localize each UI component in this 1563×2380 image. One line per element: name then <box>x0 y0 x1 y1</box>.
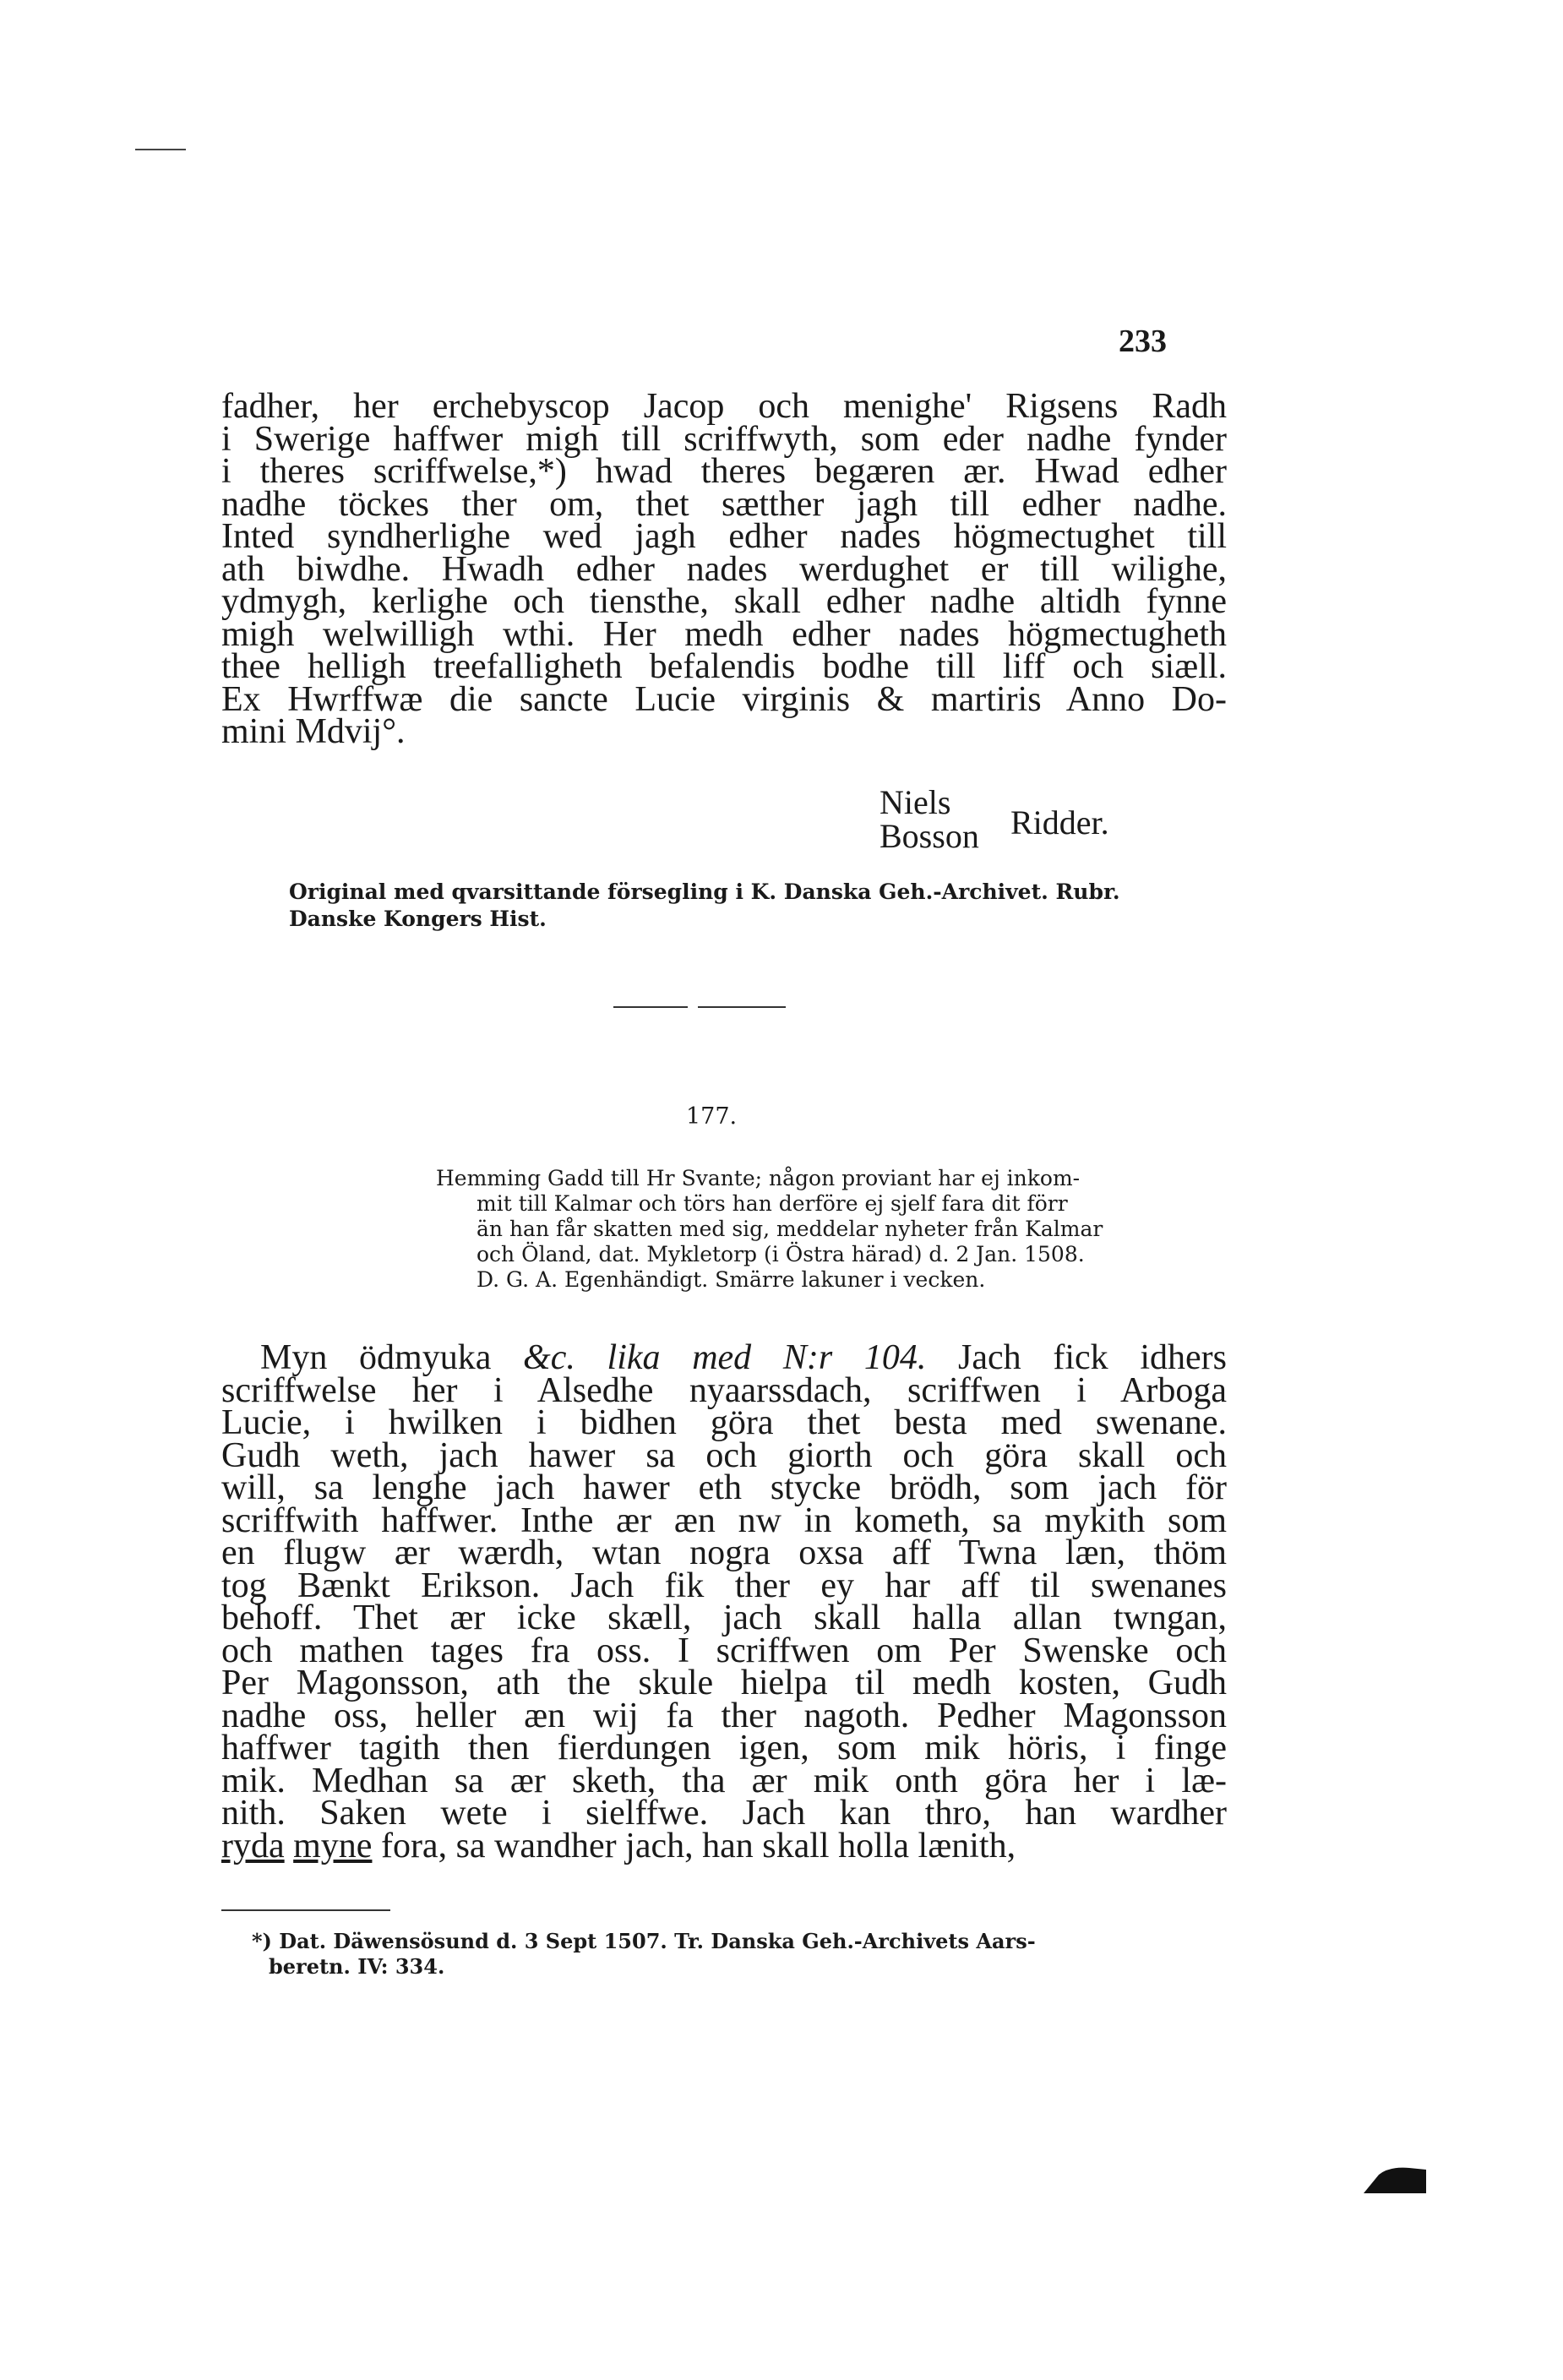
text-segment: Myn ödmyuka <box>260 1338 524 1377</box>
text-line: nadhe töckes ther om, thet sætther jagh till edher nadhe. <box>221 484 1227 524</box>
text-line: tog Bænkt Erikson. Jach fik ther ey har aff til swenanes <box>221 1566 1227 1605</box>
text-line: scriffwelse her i Alsedhe nyaarssdach, scriffwen i Arboga <box>221 1370 1227 1410</box>
footnote <box>252 1929 1236 1980</box>
summary-line: och Öland, dat. Mykletorp (i Östra härad) d. 2 Jan. 1508. <box>477 1242 1085 1266</box>
signature-title: Ridder. <box>1010 803 1109 841</box>
text-line: Inted syndherlighe wed jagh edher nades högmectughet till <box>221 517 1227 556</box>
footnote-line: *) Dat. Däwensösund d. 3 Sept 1507. Tr. Danska Geh.-Archivets Aars- <box>252 1929 1036 1953</box>
text-line: i Swerige haffwer migh till scriffwyth, som eder nadhe fynder <box>221 419 1227 459</box>
underlined-word: myne <box>293 1826 373 1865</box>
signature-family-name: Bosson <box>880 817 979 855</box>
text-line: scriffwith haffwer. Inthe ær æn nw in kometh, sa mykith som <box>221 1500 1227 1540</box>
letter-paragraph-1 <box>221 387 1227 751</box>
text-line: Gudh weth, jach hawer sa och giorth och göra skall och <box>221 1435 1227 1475</box>
text-line: Per Magonsson, ath the skule hielpa til medh kosten, Gudh <box>221 1664 1227 1702</box>
text-line: Ex Hwrffwæ die sancte Lucie virginis & martiris Anno Do- <box>221 679 1227 719</box>
document-summary <box>436 1166 1239 1293</box>
summary-line: Hemming Gadd till Hr Svante; någon proviant har ej inkom- <box>436 1166 1081 1190</box>
text-segment: Jach fick idhers <box>926 1338 1227 1377</box>
text-line: nith. Saken wete i sielffwe. Jach kan thro, han wardher <box>221 1794 1227 1833</box>
text-line: en flugw ær wærdh, wtan nogra oxsa aff Twna læn, thöm <box>221 1533 1227 1572</box>
text-line: migh welwilligh wthi. Her medh edher nades högmectugheth <box>221 614 1227 654</box>
text-line: fadher, her erchebyscop Jacop och menighe' Rigsens Radh <box>221 387 1227 426</box>
text-segment-italic: &c. lika med N:r 104. <box>523 1338 927 1377</box>
text-line: mik. Medhan sa ær sketh, tha ær mik onth göra her i læ- <box>221 1761 1227 1800</box>
section-divider <box>698 1006 786 1008</box>
text-line: mini Mdvij°. <box>221 712 406 751</box>
text-line: i theres scriffwelse,*) hwad theres begæren ær. Hwad edher <box>221 452 1227 491</box>
scan-smudge-mark <box>1360 2163 1428 2195</box>
document-number: 177. <box>686 1103 738 1130</box>
text-line <box>221 1826 1227 1865</box>
summary-line: D. G. A. Egenhändigt. Smärre lakuner i vecken. <box>477 1267 986 1292</box>
section-divider <box>613 1006 688 1008</box>
source-note-line: Danske Kongers Hist. <box>289 907 547 931</box>
text-segment: fora, sa wandher jach, han skall holla lænith, <box>372 1826 1016 1865</box>
text-line: haffwer tagith then fierdungen igen, som mik höris, i finge <box>221 1729 1227 1767</box>
text-line: behoff. Thet ær icke skæll, jach skall halla allan twngan, <box>221 1598 1227 1637</box>
footnote-line: beretn. IV: 334. <box>269 1954 445 1979</box>
page-number: 233 <box>1119 324 1167 359</box>
text-line: och mathen tages fra oss. I scriffwen om Per Swenske och <box>221 1631 1227 1670</box>
summary-line: än han får skatten med sig, meddelar nyheter från Kalmar <box>477 1217 1103 1241</box>
source-note <box>289 879 1228 933</box>
text-segment <box>285 1827 294 1865</box>
text-line: ath biwdhe. Hwadh edher nades werdughet er till wilighe, <box>221 549 1227 589</box>
text-line: nadhe oss, heller æn wij fa ther nagoth. Pedher Magonsson <box>221 1696 1227 1735</box>
stray-scan-mark <box>135 149 186 150</box>
text-line: will, sa lenghe jach hawer eth stycke brödh, som jach för <box>221 1468 1227 1507</box>
summary-line: mit till Kalmar och törs han derföre ej sjelf fara dit förr <box>477 1191 1068 1216</box>
text-line: thee helligh treefalligheth befalendis bodhe till liff och siæll. <box>221 647 1227 686</box>
signature-given-name: Niels <box>880 783 951 821</box>
letter-paragraph-2 <box>221 1338 1227 1865</box>
footnote-rule <box>221 1909 390 1911</box>
text-line <box>221 1338 1227 1377</box>
text-line: ydmygh, kerlighe och tiensthe, skall edher nadhe altidh fynne <box>221 582 1227 621</box>
text-line: Lucie, i hwilken i bidhen göra thet besta med swenane. <box>221 1403 1227 1442</box>
source-note-line: Original med qvarsittande försegling i K. Danska Geh.-Archivet. Rubr. <box>289 880 1120 904</box>
underlined-word: ryda <box>221 1826 285 1865</box>
